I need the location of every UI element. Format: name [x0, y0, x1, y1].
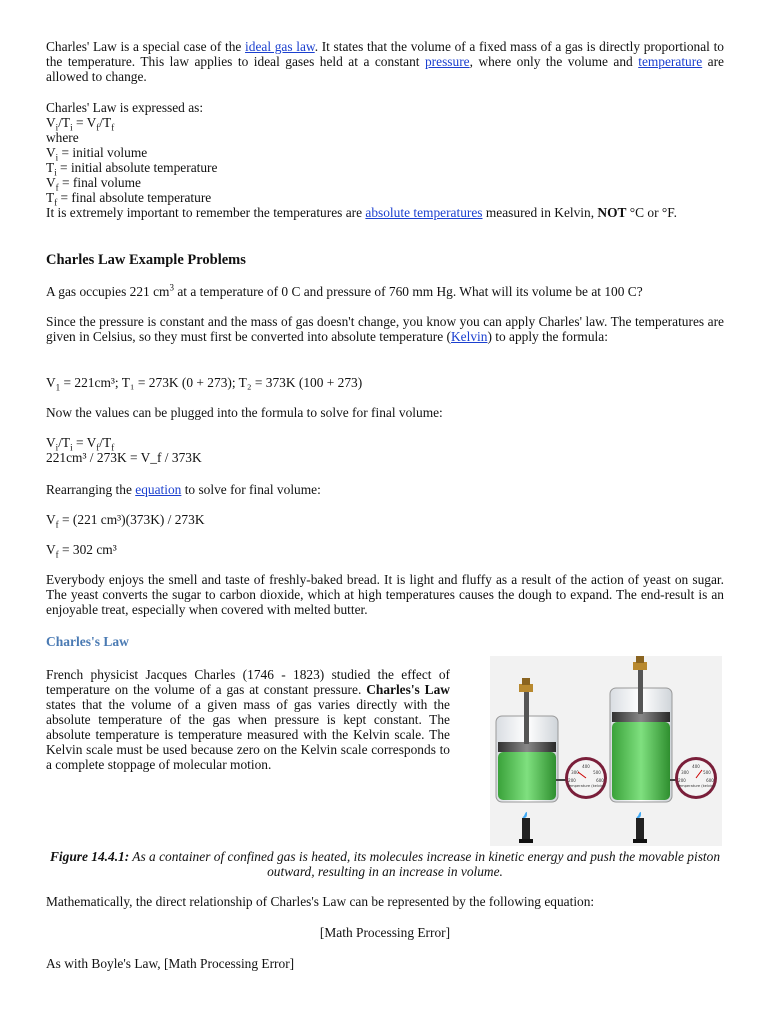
- expression-block: [46, 100, 724, 220]
- left-cylinder: [496, 678, 570, 802]
- calc-block: [46, 435, 724, 465]
- left-gauge: [565, 757, 607, 799]
- link-temperature[interactable]: temperature: [638, 54, 703, 69]
- caption-text: As a container of confined gas is heated, its molecules increase in kinetic energy and push the movable piston outward, resulting in an increase in volume.: [129, 849, 721, 879]
- right-cylinder: [610, 656, 678, 802]
- vf-expression: $V_f = (221$ cm³)(373K) / 273K: [46, 512, 205, 530]
- link-absolute-temperatures[interactable]: absolute temperatures: [365, 205, 483, 220]
- right-gauge: [675, 757, 717, 799]
- left-gauge-tick: 300: [571, 770, 579, 775]
- calc-line: 221cm³ / 273K = V_f / 373K: [46, 450, 202, 465]
- link-equation[interactable]: equation: [135, 482, 182, 497]
- def-vf: $V_f$ = final volume: [46, 175, 141, 193]
- charles-law-paragraph: French physicist Jacques Charles (1746 - 1823) studied the effect of temperature on the volume of a gas at constant pressure. Charles's Law states that the volume of a given mass of gas varies directly with the absolute temperature of the gas when pressure is kept constant. The absolute temperature is temperature measured with the Kelvin scale. The Kelvin scale must be used because zero on the Kelvin scale corresponds to a complete stoppage of molecular motion.: [46, 667, 450, 772]
- right-gauge-tick: 400: [692, 764, 700, 769]
- left-gauge-tick: 400: [582, 764, 590, 769]
- left-gauge-tick: 500: [593, 770, 601, 775]
- bread-paragraph: Everybody enjoys the smell and taste of freshly-baked bread. It is light and fluffy as a result of the action of yeast on sugar. The yeast converts the sugar to carbon dioxide, which at high temperatures causes the dough to expand. The end-result is an enjoyable treat, especially when covered with melted butter.: [46, 572, 724, 617]
- intro-text: , where only the volume and: [469, 54, 639, 69]
- formula-line-2: $V_i/T_i = V_f/T_f$: [46, 435, 115, 453]
- math-error: [Math Processing Error]: [319, 925, 451, 940]
- left-gauge-tick: 200: [568, 778, 576, 783]
- right-gas: [612, 722, 670, 800]
- right-gauge-label: Temperature (kelvin): [677, 784, 715, 788]
- intro-paragraph: [46, 39, 724, 84]
- cylinder-illustration: [490, 656, 722, 846]
- math-paragraph: Mathematically, the direct relationship of Charles's Law can be represented by the following equation:: [46, 894, 595, 909]
- expression-heading: Charles' Law is expressed as:: [46, 100, 204, 115]
- left-burner: [519, 812, 533, 843]
- intro-text: Charles' Law is a special case of the: [46, 39, 246, 54]
- intro-text: . It states that the volume of a fixed mass of a gas is directly proportional to the temperature. This law applies to ideal gases held at a constant: [46, 39, 724, 69]
- formula-line: $V_i/T_i = V_f/T_f$: [46, 115, 115, 133]
- left-gauge-label: Temperature (kelvin): [567, 784, 605, 788]
- caption-label: Figure 14.4.1:: [49, 849, 130, 864]
- left-gas: [498, 752, 556, 800]
- values-line: $V_1 = 221cm^3$; T₁ = 273K (0 + 273); T₂ = 373K (100 + 273): [46, 375, 363, 393]
- kelvin-note: It is extremely important to remember the temperatures are absolute temperatures measured in Kelvin, NOT °C or °F.: [46, 205, 678, 220]
- where-label: where: [46, 130, 79, 145]
- right-gauge-tick: 500: [703, 770, 711, 775]
- boyle-paragraph: As with Boyle's Law, [Math Processing Error]: [46, 956, 295, 971]
- right-burner: [633, 812, 647, 843]
- def-tf: $T_f$ = final absolute temperature: [46, 190, 212, 208]
- figure-caption: [46, 849, 724, 879]
- def-vi: $V_i$ = initial volume: [46, 145, 148, 163]
- vf-result: $V_f = 302$ cm³: [46, 542, 117, 560]
- charles-law-figure: [490, 656, 722, 846]
- intro-text: are allowed to change.: [46, 54, 724, 84]
- right-gauge-tick: 200: [678, 778, 686, 783]
- question-paragraph: A gas occupies 221 $cm^3$ at a temperature of 0 C and pressure of 760 mm Hg. What will its volume be at 100 C?: [46, 282, 643, 299]
- left-gauge-tick: 600: [596, 778, 604, 783]
- examples-heading: Charles Law Example Problems: [46, 252, 246, 268]
- right-gauge-tick: 300: [681, 770, 689, 775]
- explanation-paragraph: Since the pressure is constant and the mass of gas doesn't change, you know you can apply Charles' law. The temperatures are given in Celsius, so they must first be converted into absolute temperature (Kelvin) to apply the formula:: [46, 314, 724, 344]
- charles-law-heading: Charles's Law: [46, 634, 129, 649]
- def-ti: $T_i$ = initial absolute temperature: [46, 160, 218, 178]
- link-ideal-gas-law[interactable]: ideal gas law: [245, 39, 315, 54]
- plug-paragraph: Now the values can be plugged into the formula to solve for final volume:: [46, 405, 443, 420]
- link-kelvin[interactable]: Kelvin: [450, 329, 488, 344]
- link-pressure[interactable]: pressure: [424, 54, 470, 69]
- rearrange-paragraph: Rearranging the equation to solve for final volume:: [46, 482, 321, 497]
- right-gauge-tick: 600: [706, 778, 714, 783]
